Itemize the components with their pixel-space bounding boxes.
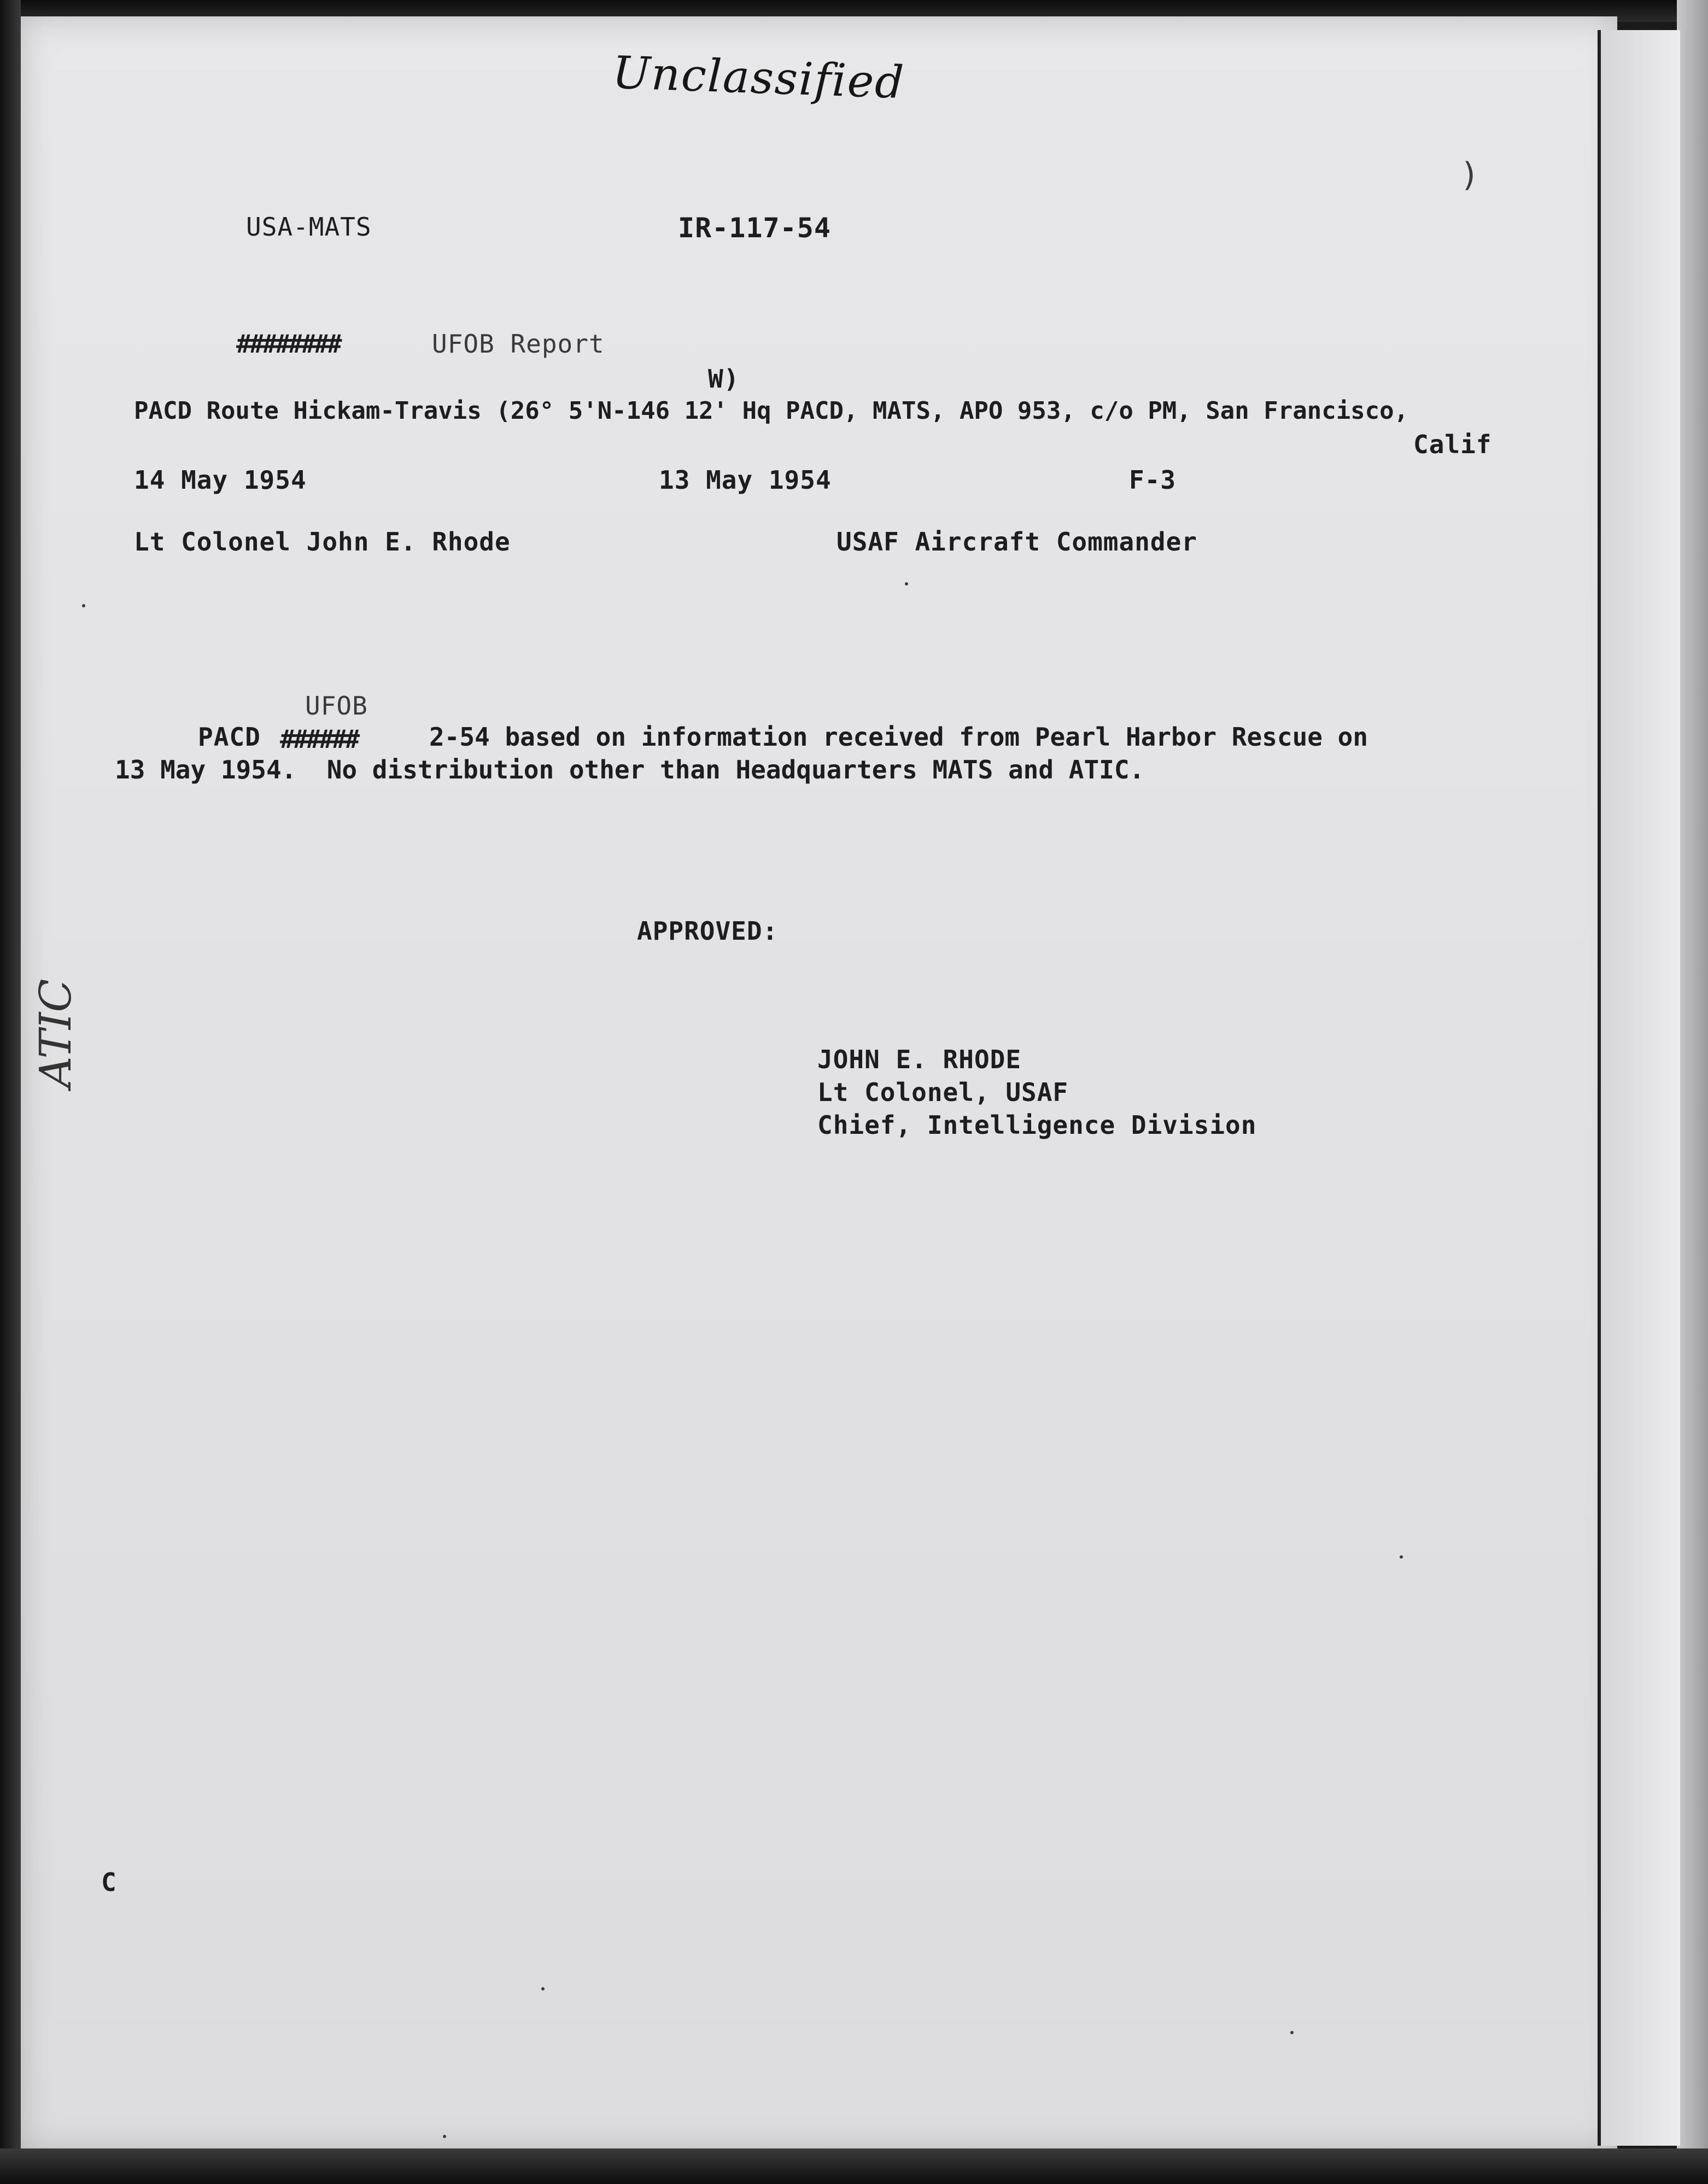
event-date: 13 May 1954 — [659, 465, 832, 495]
location-line: PACD Route Hickam-Travis (26° 5'N-146 12' Hq PACD, MATS, APO 953, c/o PM, San Francisco, — [134, 397, 1409, 425]
officer-name: Lt Colonel John E. Rhode — [134, 527, 511, 557]
signatory-name: JOHN E. RHODE — [817, 1045, 1022, 1074]
footer-mark: C — [101, 1867, 117, 1897]
approved-label: APPROVED: — [637, 916, 779, 946]
handwritten-classification: Unclassified — [611, 46, 906, 109]
scan-speck — [1400, 1555, 1403, 1559]
report-number: IR-117-54 — [678, 212, 831, 244]
location-continuation: Calif — [1413, 430, 1492, 459]
evaluation-code: F-3 — [1129, 465, 1177, 495]
scan-speck — [443, 2135, 446, 2138]
location-superscript: W) — [708, 364, 740, 394]
redacted-subject-prefix: ######## — [236, 329, 340, 359]
scan-bottom-edge — [0, 2148, 1708, 2184]
scan-speck — [541, 1987, 545, 1990]
signatory-title: Chief, Intelligence Division — [817, 1110, 1257, 1140]
scan-right-edge — [1677, 0, 1708, 2184]
body-line-1: 2-54 based on information received from Pearl Harbor Rescue on — [429, 722, 1368, 752]
report-date: 14 May 1954 — [134, 465, 307, 495]
body-insert: UFOB — [305, 691, 368, 721]
corner-mark: ) — [1460, 156, 1481, 194]
scan-speck — [82, 604, 85, 607]
scan-left-edge — [0, 0, 21, 2184]
scan-speck — [1290, 2031, 1294, 2034]
signatory-rank: Lt Colonel, USAF — [817, 1078, 1069, 1107]
page-right-margin — [1598, 30, 1680, 2146]
body-redaction: ###### — [280, 724, 358, 754]
body-prefix: PACD — [198, 722, 261, 752]
unit-designation: USA-MATS — [246, 212, 372, 242]
subject-title: UFOB Report — [432, 329, 605, 359]
body-line-2: 13 May 1954. No distribution other than Headquarters MATS and ATIC. — [115, 755, 1145, 784]
officer-role: USAF Aircraft Commander — [837, 527, 1197, 557]
margin-handwritten-note: ATIC — [30, 979, 81, 1088]
scan-speck — [905, 582, 908, 585]
